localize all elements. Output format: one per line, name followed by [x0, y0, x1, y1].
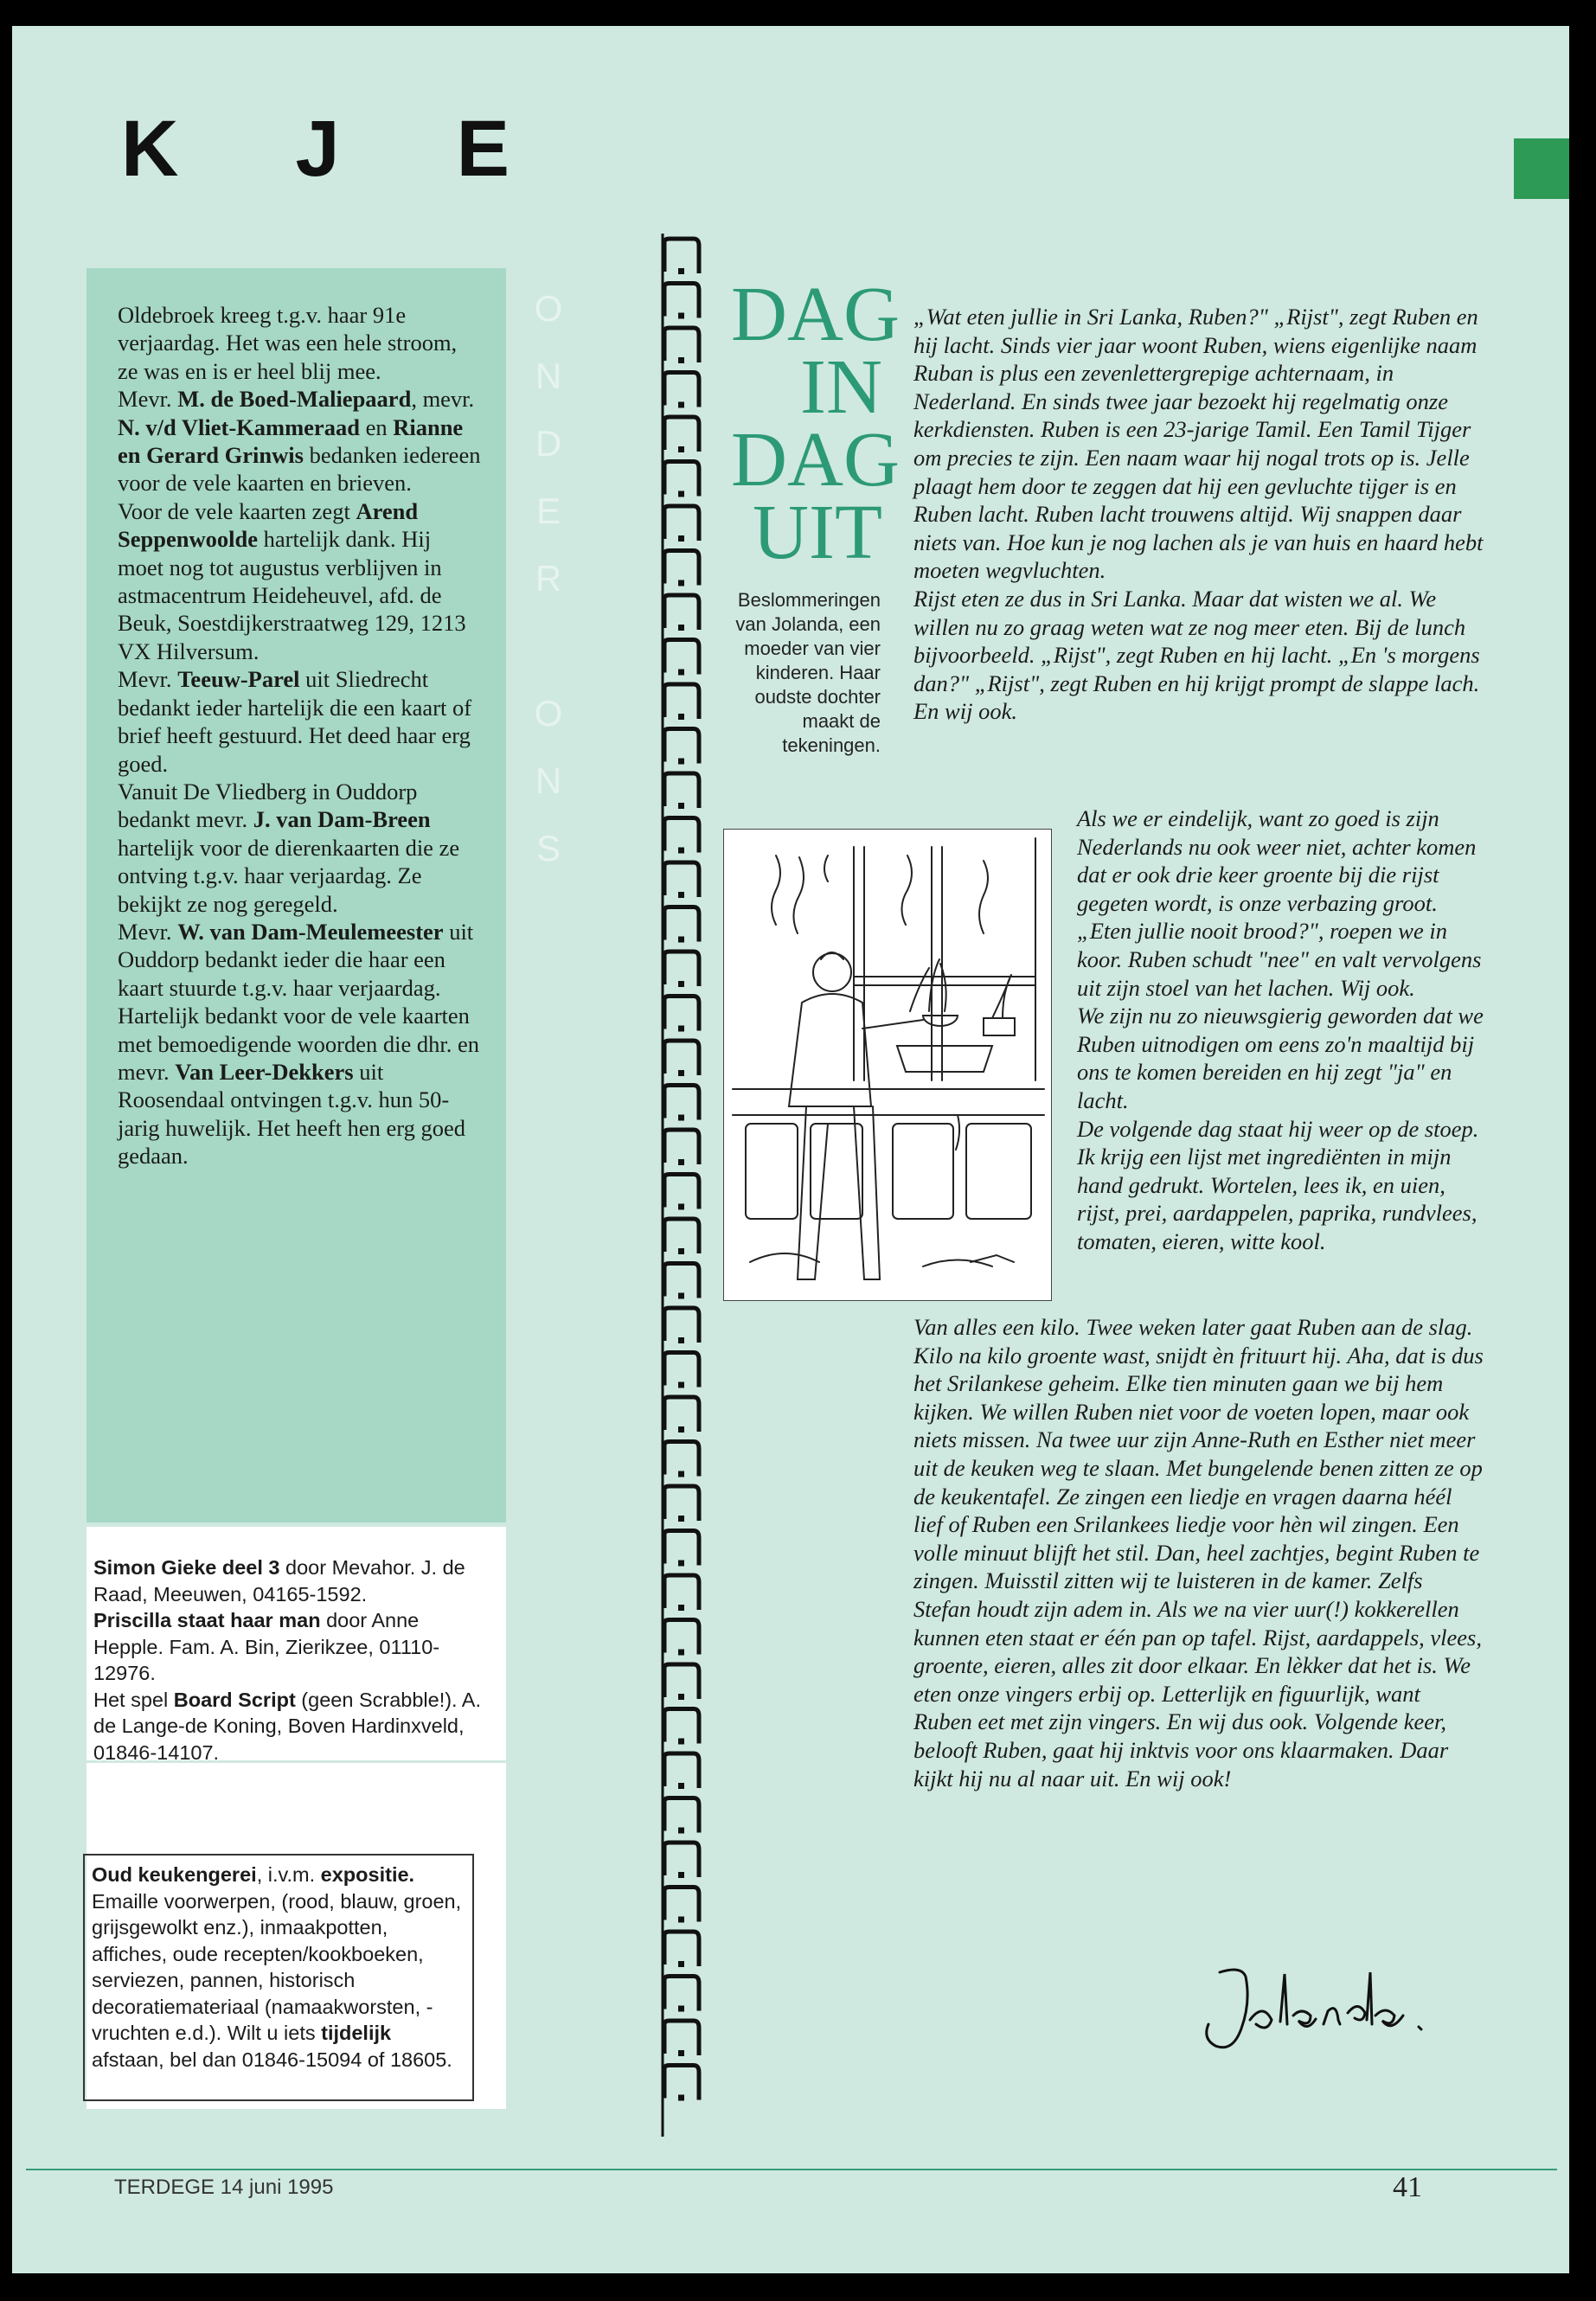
- spiral-ring: [664, 1175, 699, 1210]
- text-run: afstaan, bel dan 01846-15094 of 18605.: [92, 2048, 452, 2071]
- bold-name: W. van Dam-Meulemeester: [177, 918, 444, 945]
- text-run: door Anne Hepple. Fam. A. Bin, Zierikzee, 01110-12976.: [93, 1609, 440, 1684]
- spiral-ring: [664, 373, 699, 408]
- story-paragraph: „Wat eten jullie in Sri Lanka, Ruben?" „Rijst", zegt Ruben en hij lacht. Sinds vier jaar woont Ruben, wiens eigenlijke naam Ruban is plus een zevenlettergrepige achternaam, in Nederland. En sinds twee jaar bezoekt hij regelmatig onze kerkdiensten. Ruben is een 23-jarige Tamil. Een Tamil Tijger om precies te zijn. Een naam waar hij nogal trots op is. Jelle plaagt hem door te zeggen dat hij een gevluchte tijger is en Ruben lacht. Ruben lacht trouwens altijd. Wij snappen daar niets van. Hoe kun je nog lachen als je van huis en haard hebt moeten wegvluchten.: [913, 304, 1484, 584]
- thanks-paragraph: [118, 1002, 481, 1170]
- spiral-ring: [664, 684, 699, 720]
- spiral-ring: [664, 462, 699, 497]
- signature-jolanda-drawing: [1194, 1959, 1453, 2054]
- thanks-paragraph: [118, 665, 481, 778]
- spiral-ring: [664, 1219, 699, 1254]
- header-letter: J: [295, 105, 340, 193]
- spiral-ring: [664, 1798, 699, 1834]
- kitchen-illustration: [723, 829, 1052, 1301]
- vertical-letter: N: [535, 356, 562, 396]
- text-run: uit Ouddorp bedankt ieder die haar een kaart stuurde t.g.v. haar verjaardag.: [118, 918, 474, 1001]
- text-run: hartelijk dank. Hij moet nog tot augustus verblijven in astmacentrum Heideheuvel, afd. de Beuk, Soestdijkerstraatweg 129, 1213 VX Hilversum.: [118, 526, 466, 664]
- vertical-letter: D: [535, 423, 562, 464]
- cook-at-stove-drawing: [724, 830, 1051, 1300]
- spiral-ring: [664, 1977, 699, 2012]
- spiral-ring: [664, 729, 699, 765]
- thanks-paragraph: [118, 778, 481, 918]
- spiral-ring: [664, 952, 699, 987]
- spiral-ring: [664, 1664, 699, 1700]
- scan-border-bottom: [0, 2273, 1596, 2301]
- thanks-paragraph: [118, 918, 481, 1002]
- scan-border-left: [0, 0, 12, 2301]
- spiral-ring: [664, 551, 699, 586]
- book-listing: [93, 1607, 491, 1687]
- spiral-ring: [664, 773, 699, 809]
- spiral-ring: [664, 1843, 699, 1878]
- text-run: Mevr.: [118, 386, 178, 413]
- title-line: UIT: [753, 490, 882, 575]
- article-caption: Beslommeringen van Jolanda, een moeder van vier kinderen. Haar oudste dochter maakt de tekeningen.: [735, 589, 881, 756]
- bold-name: Rianne en Gerard Grinwis: [118, 413, 464, 469]
- expositie-paragraph: [92, 1862, 465, 2073]
- text-run: , mevr.: [411, 386, 475, 413]
- scan-border-right: [1569, 0, 1596, 2301]
- spiral-binding-graphic: [661, 234, 713, 2137]
- story-paragraph: Van alles een kilo. Twee weken later gaat Ruben aan de slag. Kilo na kilo groente wast, snijdt èn frituurt hij. Aha, dat is dus het Srilankese geheim. Elke tien minuten gaan we bij hem kijken. We willen Ruben niet voor de voeten lopen, maar ook niets missen. Na twee uur zijn Anne-Ruth en Esther niet meer uit de keuken weg te slaan. Met bungelende benen zitten ze op de keukentafel. Ze zingen een liedje en vragen daarna héél lief of Ruben een Srilankees liedje voor hèn wil zingen. Een volle minuut blijft het stil. Dan, heel zachtjes, begint Ruben te zingen. Muisstil zitten wij te luisteren in de kamer. Zelfs Stefan houdt zijn adem in. Als we na vier uur(!) kokkerellen kunnen eten staat er één pan op tafel. Rijst, aardappels, vlees, groente, eieren, alles zit door elkaar. En lèkker dat het is. We eten onze vingers erbij op. Letterlijk en figuurlijk, want Ruben eet met zijn vingers. En wij dus ook. Volgende keer, belooft Ruben, gaat hij inktvis voor ons klaarmaken. Daar kijkt hij nu al naar uit. En wij ook!: [913, 1314, 1484, 1791]
- spiral-ring: [664, 1264, 699, 1299]
- thanks-paragraph: [118, 301, 481, 385]
- text-run: uit Sliedrecht bedankt ieder hartelijk die een kaart of brief heeft gestuurd. Het deed haar erg goed.: [118, 666, 472, 777]
- story-paragraph: Rijst eten ze dus in Sri Lanka. Maar dat wisten we al. We willen nu zo graag weten wat ze nog meer eten. Bij de lunch bijvoorbeeld. „Rijst", zegt Ruben en hij lacht. „En 's morgens dan?" „Rijst", zegt Ruben en hij krijgt prompt de slappe lach. En wij ook.: [913, 585, 1480, 725]
- header-letter: K: [121, 105, 179, 193]
- scan-border-top: [0, 0, 1596, 26]
- spiral-ring: [664, 1932, 699, 1967]
- spiral-ring: [664, 1308, 699, 1343]
- spiral-ring: [664, 417, 699, 452]
- vertical-letter: S: [535, 828, 561, 868]
- bold-name: Teeuw-Parel: [177, 666, 300, 693]
- section-header: [121, 104, 626, 195]
- spiral-ring: [664, 595, 699, 631]
- vertical-letter: R: [535, 558, 562, 599]
- bold-name: N. v/d Vliet-Kammeraad: [118, 413, 360, 440]
- bold-name: expositie.: [320, 1863, 415, 1886]
- text-run: Mevr.: [118, 666, 178, 693]
- spiral-ring: [664, 1709, 699, 1745]
- spiral-ring: [664, 2021, 699, 2056]
- text-run: uit Roosendaal ontvingen t.g.v. hun 50-jarig huwelijk. Het heeft hen erg goed gedaan.: [118, 1058, 466, 1170]
- text-run: en: [359, 413, 394, 440]
- footer-rule: [26, 2169, 1557, 2170]
- vertical-section-label: [522, 275, 574, 882]
- book-listing: [93, 1687, 491, 1766]
- vertical-letter: [522, 612, 574, 680]
- bold-name: Van Leer-Dekkers: [175, 1058, 354, 1085]
- spiral-ring: [664, 997, 699, 1032]
- spiral-ring: [664, 1575, 699, 1611]
- text-run: Oldebroek kreeg t.g.v. haar 91e verjaardag. Het was een hele stroom, ze was en is er heel blij mee.: [118, 302, 458, 384]
- spiral-ring: [664, 328, 699, 363]
- section-tab-marker: [1514, 138, 1569, 199]
- bold-name: Board Script: [173, 1688, 296, 1711]
- spiral-ring: [664, 640, 699, 676]
- spiral-ring: [664, 239, 699, 274]
- text-run: Het spel: [93, 1688, 174, 1711]
- bold-name: Priscilla staat haar man: [93, 1609, 321, 1631]
- expositie-text: [92, 1862, 465, 2073]
- author-signature: [1194, 1959, 1453, 2054]
- vertical-letter: N: [535, 760, 562, 801]
- article-title: [731, 272, 900, 575]
- footer-publication: TERDEGE 14 juni 1995: [114, 2176, 334, 2199]
- spiral-ring: [664, 1531, 699, 1567]
- text-run: (geen Scrabble!). A. de Lange-de Koning, Boven Hardinxveld, 01846-14107.: [93, 1688, 482, 1764]
- spiral-ring: [664, 1486, 699, 1522]
- text-run: hartelijk voor de dierenkaarten die ze ontving t.g.v. haar verjaardag. Ze bekijkt ze nog geregeld.: [118, 834, 460, 917]
- book-listing: [93, 1554, 491, 1607]
- story-paragraph: Als we er eindelijk, want zo goed is zijn Nederlands nu ook weer niet, achter komen dat er ook drie keer groente bij die rijst gegeten wordt, is onze verbazing groot. „Eten jullie nooit brood?", roepen we in koor. Ruben schudt "nee" en valt vervolgens uit zijn stoel van het lachen. Wij ook.: [1077, 805, 1482, 1001]
- text-run: Mevr.: [118, 918, 178, 945]
- bold-name: J. van Dam-Breen: [253, 806, 431, 833]
- spiral-ring: [664, 818, 699, 854]
- vertical-letter: O: [534, 288, 563, 329]
- story-text-middle: [1077, 804, 1484, 1256]
- header-letter: E: [456, 105, 510, 193]
- vertical-letter: E: [535, 490, 561, 531]
- thanks-paragraph: [118, 497, 481, 665]
- text-run: Voor de vele kaarten zegt: [118, 497, 356, 524]
- story-paragraph: We zijn nu zo nieuwsgierig geworden dat we Ruben uitnodigen om eens zo'n maaltijd bij ons te komen bereiden en hij zegt "ja" en lacht.: [1077, 1003, 1484, 1113]
- spiral-ring: [664, 1620, 699, 1656]
- bold-name: tijdelijk: [321, 2022, 392, 2044]
- spiral-ring: [664, 506, 699, 542]
- page-number: 41: [1393, 2171, 1422, 2203]
- spiral-ring: [664, 1888, 699, 1923]
- vertical-letter: O: [534, 693, 563, 734]
- thanks-column-text: [118, 301, 481, 1170]
- spiral-ring: [664, 1041, 699, 1076]
- bold-name: Arend Seppenwoolde: [118, 497, 419, 553]
- spiral-ring: [664, 1353, 699, 1388]
- spiral-ring: [664, 1442, 699, 1477]
- text-run: door Mevahor. J. de Raad, Meeuwen, 04165-1592.: [93, 1556, 465, 1606]
- text-run: , i.v.m.: [256, 1863, 321, 1886]
- text-run: Vanuit De Vliedberg in Ouddorp bedankt mevr.: [118, 778, 418, 833]
- story-text-bottom: [913, 1313, 1484, 1792]
- spiral-ring: [664, 284, 699, 319]
- spiral-ring: [664, 862, 699, 898]
- spiral-ring: [664, 1753, 699, 1789]
- spiral-ring: [664, 1130, 699, 1165]
- bold-name: Simon Gieke deel 3: [93, 1556, 280, 1579]
- text-run: Hartelijk bedankt voor de vele kaarten met bemoedigende woorden die dhr. en mevr.: [118, 1003, 479, 1085]
- story-text-top: [913, 303, 1484, 726]
- spiral-ring: [664, 1086, 699, 1121]
- bold-name: M. de Boed-Maliepaard: [177, 386, 412, 413]
- story-paragraph: De volgende dag staat hij weer op de stoep. Ik krijg een lijst met ingrediënten in mijn hand gedrukt. Wortelen, lees ik, en uien, rijst, prei, aardappelen, paprika, rundvlees, tomaten, eieren, witte kool.: [1077, 1115, 1479, 1254]
- text-run: Emaille voorwerpen, (rood, blauw, groen, grijsgewolkt enz.), inmaakpotten, affiches, oude recepten/kookboeken, serviezen, pannen, historisch decoratiemateriaal (namaakworsten, -vruchten e.d.). Wilt u iets: [92, 1889, 462, 2044]
- title-line: DAG: [731, 272, 900, 357]
- text-run: bedanken iedereen voor de vele kaarten en brieven.: [118, 442, 481, 497]
- title-line: IN: [800, 344, 882, 430]
- bold-name: Oud keukengerei: [92, 1863, 257, 1886]
- spiral-ring: [664, 907, 699, 943]
- spiral-ring: [664, 2066, 699, 2101]
- thanks-paragraph: [118, 385, 481, 497]
- title-line: DAG: [731, 417, 900, 503]
- spiral-ring: [664, 1397, 699, 1433]
